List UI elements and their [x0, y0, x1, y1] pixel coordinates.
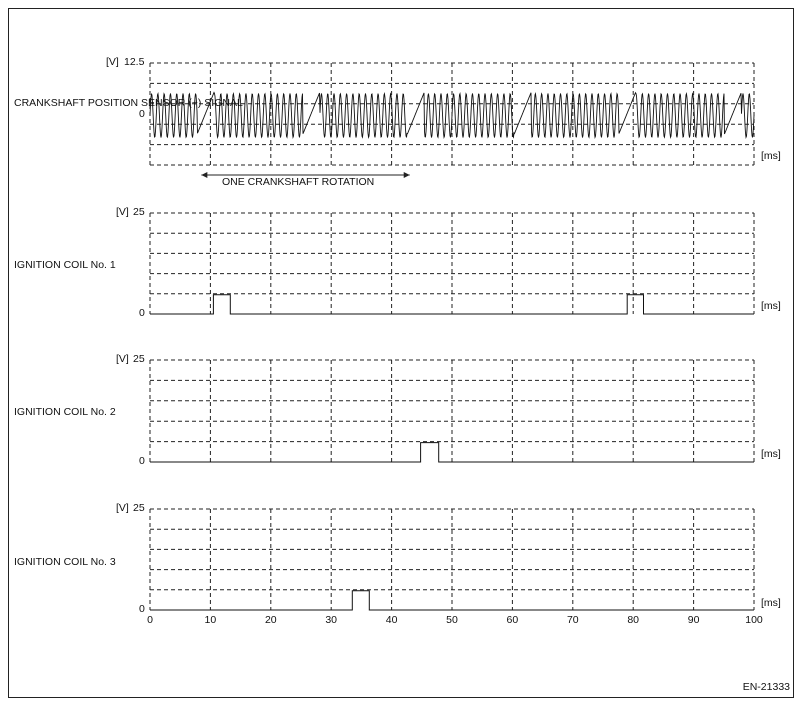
coil2-y-unit: [V]: [116, 353, 129, 365]
coil3-pulse-0: [352, 591, 369, 610]
coil3-y-zero: 0: [139, 603, 145, 615]
coil1-y-max: 25: [133, 206, 145, 218]
coil1-y-zero: 0: [139, 307, 145, 319]
coil1-pulse-1: [627, 295, 643, 314]
x-tick-label-60: 60: [506, 614, 519, 626]
ignition-coil-1-label: IGNITION COIL No. 1: [14, 259, 116, 271]
rotation-arrow-head-right: [404, 172, 410, 178]
ignition-coil-2-label: IGNITION COIL No. 2: [14, 406, 116, 418]
x-tick-label-30: 30: [325, 614, 338, 626]
crank-y-unit: [V]: [106, 56, 119, 68]
rotation-annotation: ONE CRANKSHAFT ROTATION: [222, 176, 375, 188]
crank-y-zero: 0: [139, 108, 145, 120]
x-tick-label-10: 10: [204, 614, 217, 626]
coil1-x-unit: [ms]: [761, 300, 781, 312]
coil2-y-zero: 0: [139, 455, 145, 467]
coil2-pulse-0: [421, 443, 439, 462]
ignition-coil-3-label: IGNITION COIL No. 3: [14, 556, 116, 568]
x-tick-label-100: 100: [745, 614, 763, 626]
x-tick-label-0: 0: [147, 614, 153, 626]
figure-code: EN-21333: [742, 681, 790, 693]
x-tick-label-20: 20: [264, 614, 277, 626]
x-tick-label-90: 90: [687, 614, 700, 626]
coil1-pulse-0: [213, 295, 230, 314]
x-tick-label-40: 40: [385, 614, 398, 626]
coil3-x-unit: [ms]: [761, 597, 781, 609]
crank-x-unit: [ms]: [761, 150, 781, 162]
crank-y-max: 12.5: [124, 56, 145, 68]
coil2-x-unit: [ms]: [761, 448, 781, 460]
x-tick-label-80: 80: [627, 614, 640, 626]
coil3-y-unit: [V]: [116, 502, 129, 514]
crankshaft-signal-label: CRANKSHAFT POSITION SENSOR (+) SIGNAL: [14, 97, 243, 109]
rotation-arrow-head-left: [201, 172, 207, 178]
coil3-y-max: 25: [133, 502, 145, 514]
x-tick-label-50: 50: [446, 614, 458, 626]
coil1-y-unit: [V]: [116, 206, 129, 218]
coil2-y-max: 25: [133, 353, 145, 365]
x-tick-label-70: 70: [566, 614, 579, 626]
